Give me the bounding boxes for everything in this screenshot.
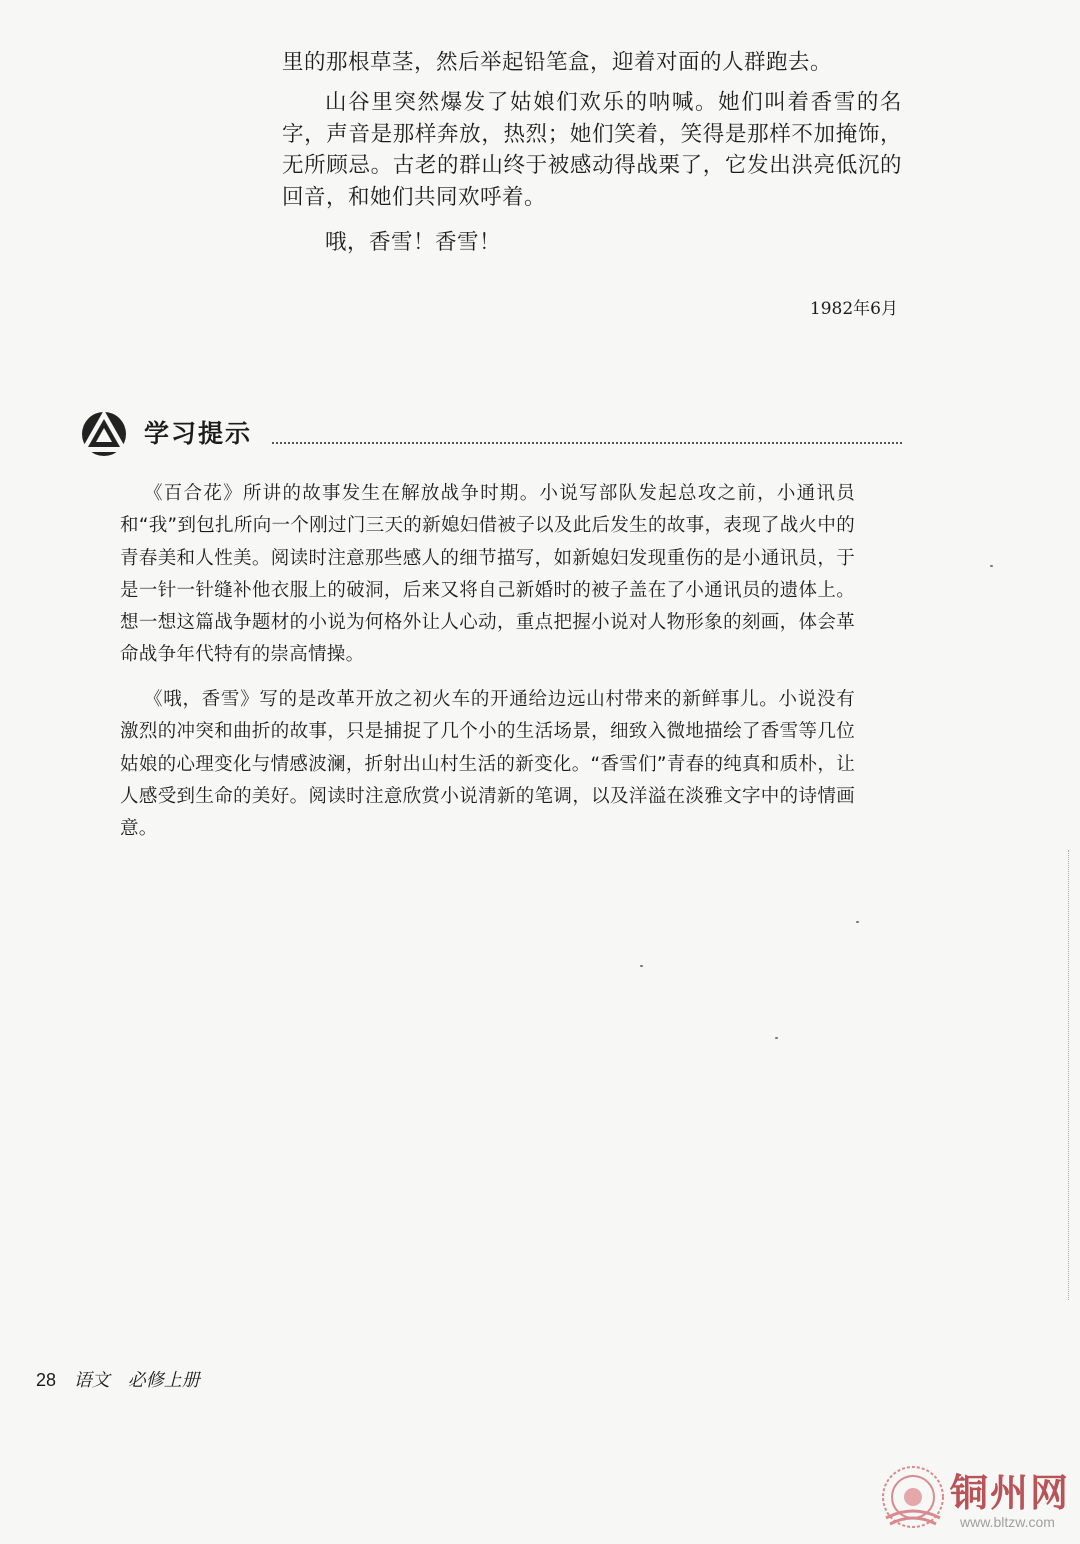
tips-paragraph: 《百合花》所讲的故事发生在解放战争时期。小说写部队发起总攻之前，小通讯员和“我”到包扎所向一个刚过门三天的新媳妇借被子以及此后发生的故事，表现了战火中的青春美和人性美。阅读时注意那些感人的细节描写，如新媳妇发现重伤的是小通讯员，于是一针一针缝补他衣服上的破洞，后来又将自己新婚时的被子盖在了小通讯员的遗体上。想一想这篇战争题材的小说为何格外让人心动，重点把握小说对人物形象的刻画，体会革命战争年代特有的崇高情操。	[120, 483, 855, 666]
watermark	[880, 1460, 1070, 1540]
watermark-name: 铜州网	[950, 1470, 1071, 1515]
tips-title: 学习提示	[144, 419, 253, 448]
watermark-url: www.bltzw.com	[960, 1514, 1055, 1530]
story-date: 1982年6月	[809, 299, 898, 319]
story-paragraph: 山谷里突然爆发了姑娘们欢乐的呐喊。她们叫着香雪的名字，声音是那样奔放，热烈；她们笑着，笑得是那样不加掩饰，无所顾忌。古老的群山终于被感动得战栗了，它发出洪亮低沉的回音，和她们共同欢呼着。	[282, 90, 902, 210]
site-logo-icon	[880, 1464, 946, 1530]
scan-speck	[990, 565, 993, 567]
scan-speck	[856, 921, 859, 923]
book-title: 语文 必修上册	[73, 1370, 200, 1391]
scan-speck	[775, 1037, 778, 1039]
study-tips-icon	[76, 404, 132, 460]
story-paragraph: 里的那根草茎，然后举起铅笔盒，迎着对面的人群跑去。	[282, 50, 833, 75]
page-number: 28	[36, 1370, 57, 1390]
tips-paragraph: 《哦，香雪》写的是改革开放之初火车的开通给边远山村带来的新鲜事儿。小说没有激烈的冲突和曲折的故事，只是捕捉了几个小的生活场景，细致入微地描绘了香雪等几位姑娘的心理变化与情感波澜，折射出山村生活的新变化。“香雪们”青春的纯真和质朴，让人感受到生命的美好。阅读时注意欣赏小说清新的笔调，以及洋溢在淡雅文字中的诗情画意。	[120, 689, 855, 840]
page-footer	[36, 1366, 200, 1392]
scan-speck	[640, 965, 643, 967]
story-paragraph: 哦，香雪！香雪！	[325, 230, 502, 255]
divider	[272, 442, 902, 444]
scan-edge	[1068, 850, 1069, 1300]
